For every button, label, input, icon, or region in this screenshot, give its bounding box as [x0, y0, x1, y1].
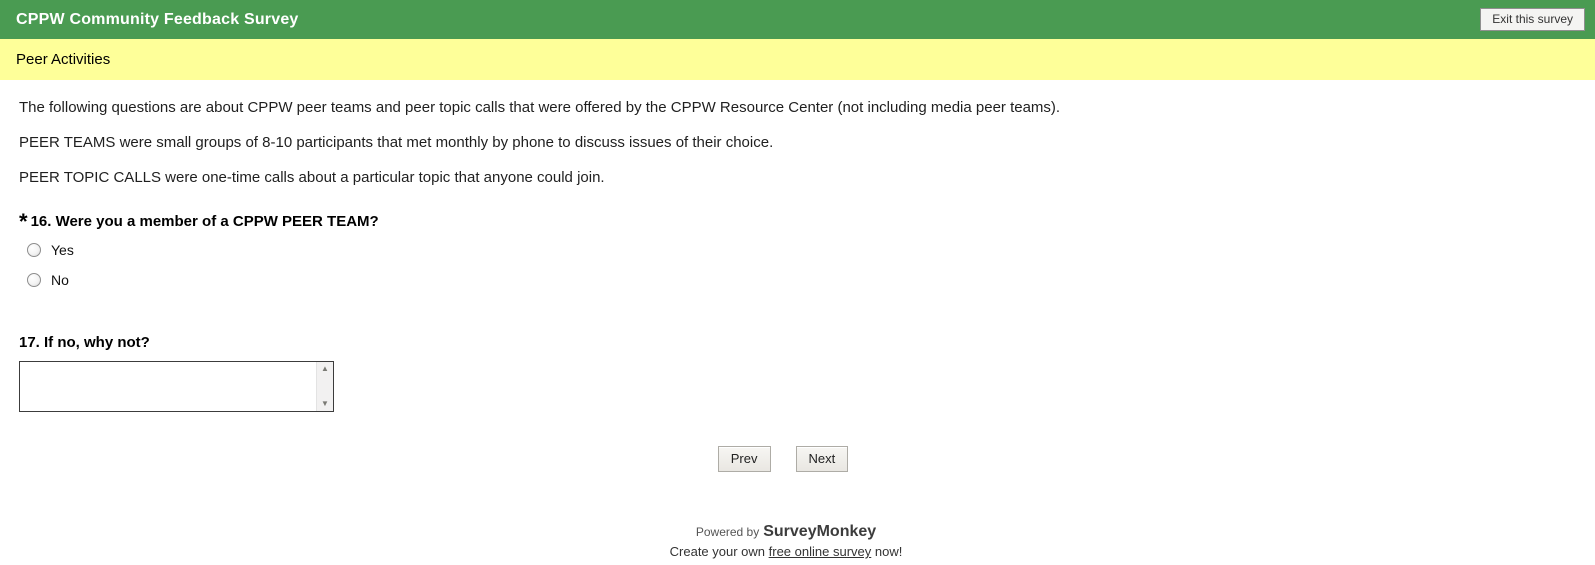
- survey-nav: [5, 446, 1561, 472]
- prev-button[interactable]: Prev: [718, 446, 771, 472]
- create-survey-line: [8, 544, 1564, 559]
- radio-option-no[interactable]: [27, 272, 1575, 288]
- radio-option-no-label[interactable]: No: [51, 272, 69, 288]
- intro-text: [19, 99, 1575, 187]
- scroll-up-icon[interactable]: ▲: [321, 364, 329, 373]
- q17-answer-box: [19, 361, 334, 412]
- question-16-options: [19, 242, 1575, 288]
- surveymonkey-footer: [8, 523, 1564, 559]
- next-button[interactable]: Next: [796, 446, 849, 472]
- create-prefix-text: Create your own: [669, 544, 769, 559]
- scroll-down-icon[interactable]: ▼: [321, 399, 329, 408]
- intro-paragraph-2: PEER TEAMS were small groups of 8-10 participants that met monthly by phone to discuss issues of their choice.: [19, 134, 774, 151]
- question-17-label: 17. If no, why not?: [19, 334, 150, 351]
- survey-content: [0, 80, 1595, 559]
- question-16: [19, 209, 1575, 288]
- radio-button-icon[interactable]: [27, 243, 41, 257]
- page-section-bar: [0, 39, 1595, 80]
- question-16-label: 16. Were you a member of a CPPW PEER TEAM?: [30, 213, 379, 230]
- intro-paragraph-3: PEER TOPIC CALLS were one-time calls about a particular topic that anyone could join.: [19, 169, 605, 186]
- surveymonkey-logo: SurveyMonkey: [763, 523, 877, 540]
- powered-by-text: Powered by: [695, 525, 760, 539]
- survey-header: [0, 0, 1595, 39]
- create-suffix-text: now!: [871, 544, 903, 559]
- question-16-heading: [19, 209, 1575, 234]
- radio-button-icon[interactable]: [27, 273, 41, 287]
- q17-scrollbar[interactable]: [316, 362, 333, 411]
- powered-by-line: [8, 523, 1564, 541]
- free-online-survey-link[interactable]: free online survey: [768, 544, 872, 559]
- question-17: [19, 334, 1575, 412]
- radio-option-yes-label[interactable]: Yes: [51, 242, 74, 258]
- required-asterisk-icon: *: [19, 209, 28, 234]
- q17-textarea[interactable]: [20, 362, 316, 411]
- exit-survey-button[interactable]: Exit this survey: [1480, 8, 1585, 31]
- radio-option-yes[interactable]: [27, 242, 1575, 258]
- survey-title: CPPW Community Feedback Survey: [16, 10, 299, 28]
- question-17-heading: [19, 334, 1575, 351]
- intro-paragraph-1: The following questions are about CPPW peer teams and peer topic calls that were offered by the CPPW Resource Center (not including media peer teams).: [19, 99, 1061, 116]
- page-section-title: Peer Activities: [16, 51, 111, 68]
